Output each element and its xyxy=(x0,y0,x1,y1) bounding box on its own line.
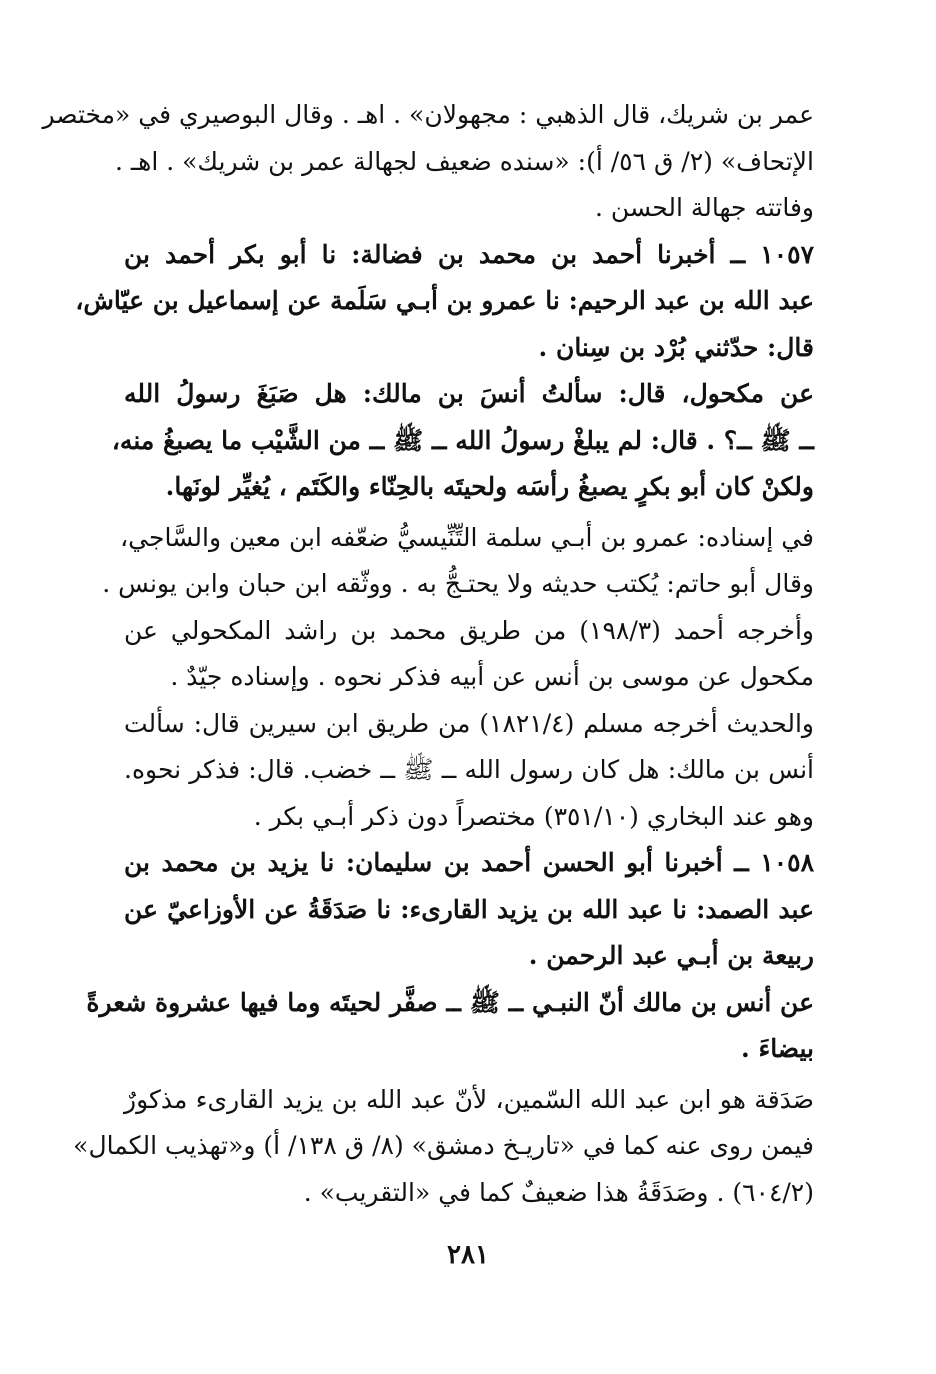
paragraph xyxy=(124,840,814,980)
paragraph xyxy=(86,980,814,1073)
text-line: أنس بن مالك: هل كان رسول الله ــ ﷺ ــ خضب. قال: فذكر نحوه. xyxy=(124,755,814,784)
text-line: بيضاءَ . xyxy=(741,1034,814,1063)
text-line: وهو عند البخاري (٣٥١/١٠) مختصراً دون ذكر أبـي بكر . xyxy=(253,801,814,831)
text-line: فيمن روى عنه كما في «تاريـخ دمشق» (٨/ ق ١٣٨/ أ) و«تهذيب الكمال» xyxy=(73,1131,814,1160)
text-line: عن مكحول، قال: سألتُ أنسَ بن مالك: هل صَبَغَ رسولُ الله xyxy=(124,379,814,408)
text-line: الإتحاف» (٢/ ق ٥٦/ أ): «سنده ضعيف لجهالة عمر بن شريك» . اهـ . xyxy=(114,146,814,176)
text-line: قال: حدّثني بُرْد بن سِنان . xyxy=(538,332,814,362)
text-line: ولكنْ كان أبو بكرٍ يصبغُ رأسَه ولحيتَه بالحِنّاء والكَتَم ، يُغيِّر لونَها. xyxy=(165,472,814,501)
body-text xyxy=(42,92,815,1216)
text-line: والحديث أخرجه مسلم (١٨٢١/٤) من طريق ابن سيرين قال: سألت xyxy=(124,708,815,738)
text-line: عبد الله بن عبد الرحيم: نا عمرو بن أبـي سَلَمة عن إسماعيل بن عيّاش، xyxy=(75,286,814,315)
text-line: وأخرجه أحمد (١٩٨/٣) من طريق محمد بن راشد المكحولي عن xyxy=(124,615,814,645)
paragraph xyxy=(102,515,814,608)
paragraph xyxy=(124,608,814,701)
text-line: ــ ﷺ ــ؟ . قال: لم يبلغْ رسولُ الله ــ ﷺ ــ من الشَّيْب ما يصبغُ منه، xyxy=(111,425,814,455)
text-line: ١٠٥٧ ــ أخبرنا أحمد بن محمد بن فضالة: نا أبو بكر أحمد بن xyxy=(124,239,814,269)
text-line: ١٠٥٨ ــ أخبرنا أبو الحسن أحمد بن سليمان: نا يزيد بن محمد بن xyxy=(124,848,814,877)
text-line: مكحول عن موسى بن أنس عن أبيه فذكر نحوه . وإسناده جيّدٌ . xyxy=(170,662,814,691)
text-line: عبد الصمد: نا عبد الله بن يزيد القارىء: نا صَدَقَةُ عن الأوزاعيّ عن xyxy=(124,894,814,924)
page-number: ٢٨١ xyxy=(447,1240,489,1270)
text-line: وقال أبو حاتم: يُكتب حديثه ولا يحتـجُّ به . ووثّقه ابن حبان وابن يونس . xyxy=(102,569,814,598)
paragraph xyxy=(42,92,814,232)
text-line: في إسناده: عمرو بن أبـي سلمة التِّنِّيسيُّ ضعّفه ابن معين والسَّاجي، xyxy=(120,522,814,552)
text-line: عمر بن شريك، قال الذهبي : مجهولان» . اهـ . وقال البوصيري في «مختصر xyxy=(42,100,814,129)
paragraph xyxy=(73,1077,814,1217)
text-line: (٦٠٤/٢) . وصَدَقَةُ هذا ضعيفٌ كما في «التقريب» . xyxy=(303,1177,814,1207)
text-line: صَدَقة هو ابن عبد الله السّمين، لأنّ عبد الله بن يزيد القارىء مذكورٌ xyxy=(124,1084,814,1114)
paragraph xyxy=(124,701,814,841)
text-line: ربيعة بن أبـي عبد الرحمن . xyxy=(528,941,814,970)
paragraph xyxy=(111,371,814,511)
paragraph xyxy=(75,232,814,372)
text-line: عن أنس بن مالك أنّ النبـي ــ ﷺ ــ صفَّر لحيتَه وما فيها عشروة شعرةً xyxy=(86,987,814,1017)
text-line: وفاتته جهالة الحسن . xyxy=(595,193,814,222)
